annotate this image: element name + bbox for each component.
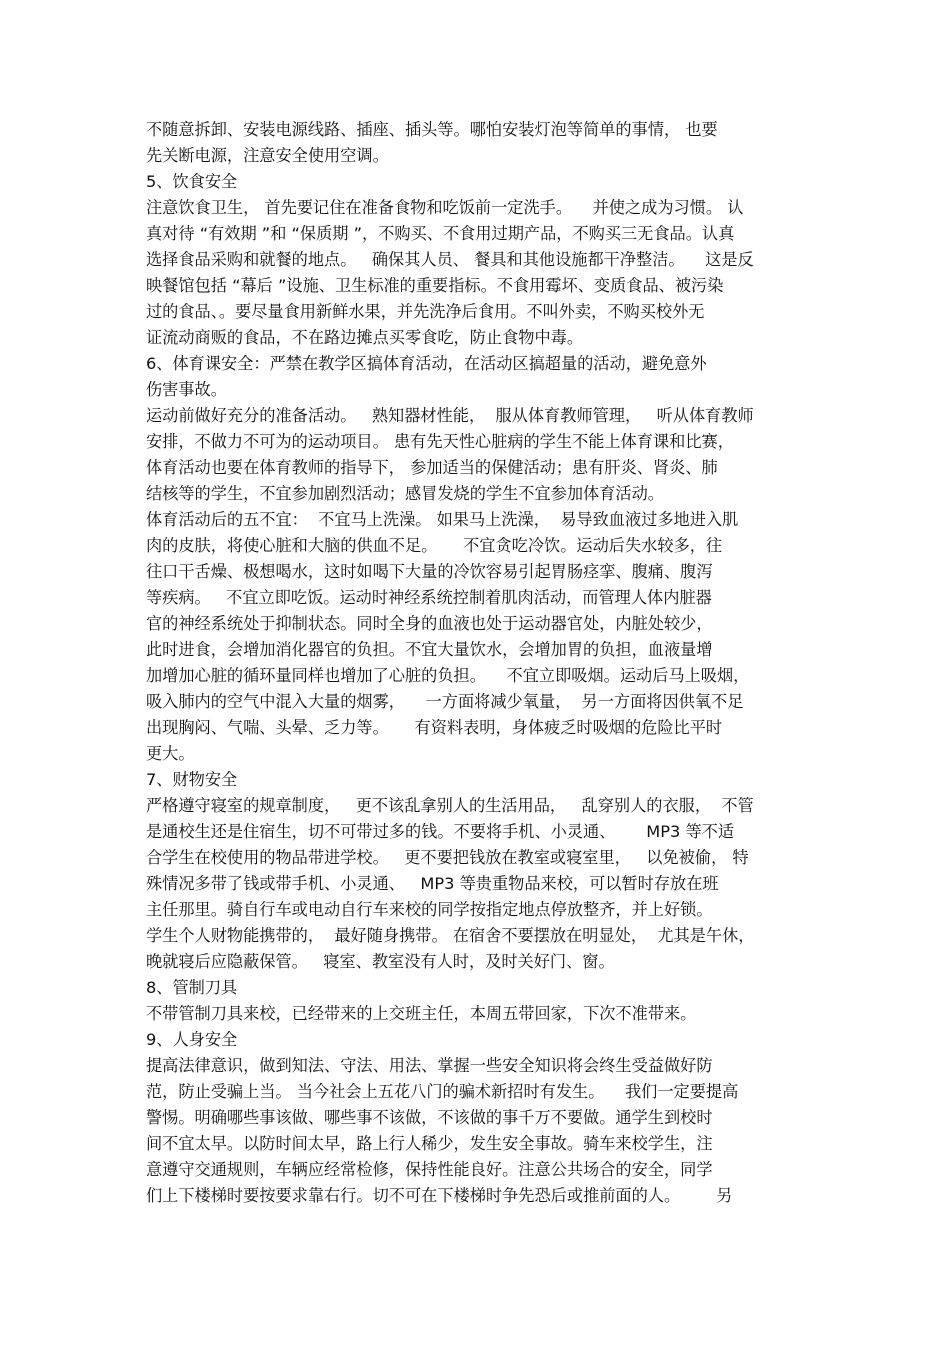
- text-line: 严格遵守寝室的规章制度， 更不该乱拿别人的生活用品， 乱穿别人的衣服， 不管: [146, 796, 754, 815]
- text-line: 此时进食，会增加消化器官的负担。不宜大量饮水，会增加胃的负担，血液量增: [146, 640, 713, 659]
- text-line: 意遵守交通规则，车辆应经常检修，保持性能良好。注意公共场合的安全，同学: [146, 1160, 713, 1179]
- text-line: 不带管制刀具来校，已经带来的上交班主任，本周五带回家，下次不准带来。: [146, 1004, 697, 1023]
- text-line: 选择食品采购和就餐的地点。 确保其人员、 餐具和其他设施都干净整洁。 这是反: [146, 250, 754, 269]
- text-line: 运动前做好充分的准备活动。 熟知器材性能， 服从体育教师管理， 听从体育教师: [146, 406, 754, 425]
- text-line: 加增加心脏的循环量同样也增加了心脏的负担。 不宜立即吸烟。运动后马上吸烟，: [146, 666, 750, 685]
- text-line: 体育活动也要在体育教师的指导下， 参加适当的保健活动；患有肝炎、肾炎、肺: [146, 458, 718, 477]
- text-line: 先关断电源，注意安全使用空调。: [146, 146, 389, 165]
- text-line: 不随意拆卸、安装电源线路、插座、插头等。哪怕安装灯泡等简单的事情， 也要: [146, 120, 718, 139]
- text-line: 是通校生还是住宿生，切不可带过多的钱。不要将手机、小灵通、 MP3 等不适: [146, 822, 735, 841]
- section-heading-controlled-knives: 8、管制刀具: [146, 978, 238, 997]
- document-body: [146, 117, 811, 1209]
- section-heading-pe-safety: 6、体育课安全：严禁在教学区搞体育活动，在活动区搞超量的活动，避免意外: [146, 354, 707, 373]
- text-line: 学生个人财物能携带的， 最好随身携带。 在宿舍不要摆放在明显处， 尤其是午休，: [146, 926, 755, 945]
- text-line: 往口干舌燥、极想喝水，这时如喝下大量的冷饮容易引起胃肠痉挛、腹痛、腹泻: [146, 562, 713, 581]
- text-line: 警惕。明确哪些事该做、哪些事不该做，不该做的事千万不要做。通学生到校时: [146, 1108, 713, 1127]
- text-line: 更大。: [146, 744, 195, 763]
- text-line: 肉的皮肤，将使心脏和大脑的供血不足。 不宜贪吃冷饮。运动后失水较多，往: [146, 536, 723, 555]
- text-line: 伤害事故。: [146, 380, 227, 399]
- text-line: 注意饮食卫生， 首先要记住在准备食物和吃饭前一定洗手。 并使之成为习惯。 认: [146, 198, 744, 217]
- text-line: 体育活动后的五不宜： 不宜马上洗澡。 如果马上洗澡， 易导致血液过多地进入肌: [146, 510, 739, 529]
- text-line: 安排，不做力不可为的运动项目。 患有先天性心脏病的学生不能上体育课和比赛，: [146, 432, 734, 451]
- section-heading-food-safety: 5、饮食安全: [146, 172, 238, 191]
- section-heading-personal-safety: 9、人身安全: [146, 1030, 238, 1049]
- text-line: 主任那里。骑自行车或电动自行车来校的同学按指定地点停放整齐，并上好锁。: [146, 900, 713, 919]
- text-line: 过的食品、。要尽量食用新鲜水果，并先洗净后食用。不叫外卖，不购买校外无: [146, 302, 705, 321]
- text-line: 官的神经系统处于抑制状态。同时全身的血液也处于运动器官处，内脏处较少，: [146, 614, 713, 633]
- text-line: 等疾病。 不宜立即吃饭。运动时神经系统控制着肌肉活动，而管理人体内脏器: [146, 588, 712, 607]
- text-line: 证流动商贩的食品，不在路边摊点买零食吃，防止食物中毒。: [146, 328, 584, 347]
- text-line: 范，防止受骗上当。 当今社会上五花八门的骗术新招时有发生。 我们一定要提高: [146, 1082, 739, 1101]
- text-line: 映餐馆包括 “幕后 ”设施、卫生标准的重要指标。不食用霉坏、变质食品、被污染: [146, 276, 724, 295]
- text-line: 合学生在校使用的物品带进学校。 更不要把钱放在教室或寝室里， 以免被偷， 特: [146, 848, 749, 867]
- text-line: 真对待 “有效期 ”和 “保质期 ”，不购买、不食用过期产品，不购买三无食品。认真: [146, 224, 735, 243]
- text-line: 晚就寝后应隐蔽保管。 寝室、教室没有人时，及时关好门、窗。: [146, 952, 615, 971]
- text-line: 提高法律意识，做到知法、守法、用法、掌握一些安全知识将会终生受益做好防: [146, 1056, 713, 1075]
- text-line: 间不宜太早。以防时间太早，路上行人稀少，发生安全事故。骑车来校学生，注: [146, 1134, 713, 1153]
- text-line: 们上下楼梯时要按要求靠右行。切不可在下楼梯时争先恐后或推前面的人。 另: [146, 1186, 733, 1205]
- text-line: 出现胸闷、气喘、头晕、乏力等。 有资料表明，身体疲乏时吸烟的危险比平时: [146, 718, 723, 737]
- section-heading-property-safety: 7、财物安全: [146, 770, 238, 789]
- text-line: 吸入肺内的空气中混入大量的烟雾， 一方面将减少氧量， 另一方面将因供氧不足: [146, 692, 744, 711]
- text-line: 殊情况多带了钱或带手机、小灵通、 MP3 等贵重物品来校，可以暂时存放在班: [146, 874, 719, 893]
- text-line: 结核等的学生，不宜参加剧烈活动；感冒发烧的学生不宜参加体育活动。: [146, 484, 664, 503]
